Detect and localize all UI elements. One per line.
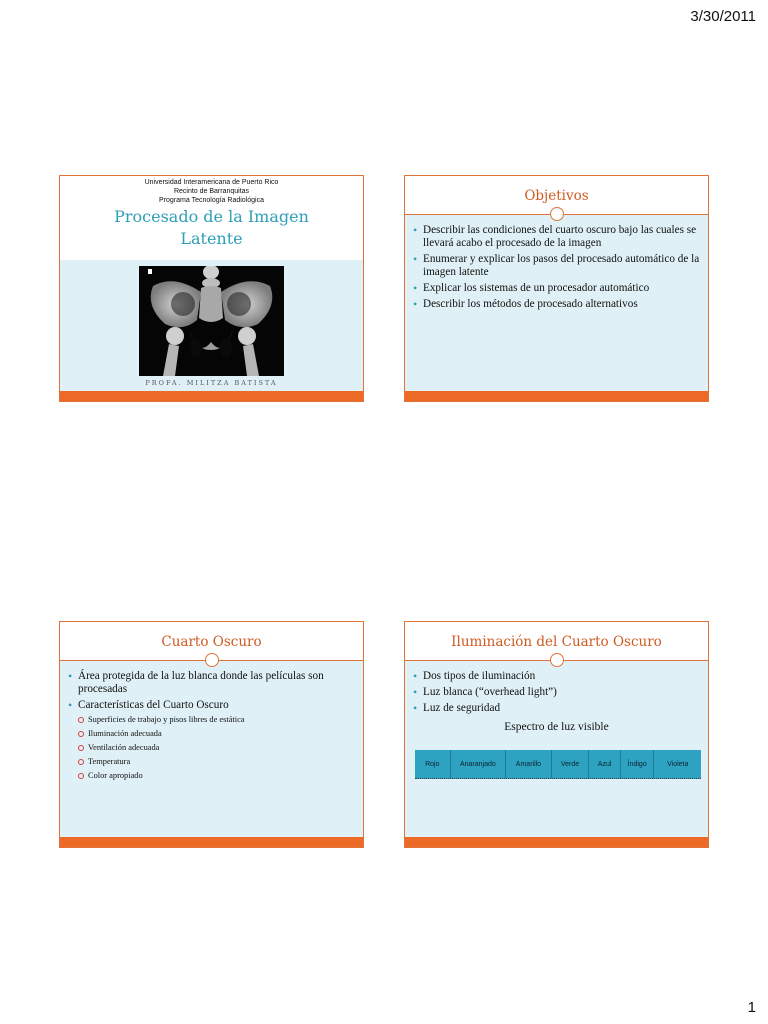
- sub-bullet-item: Ventilación adecuada: [78, 742, 357, 754]
- slide-title-text: Objetivos: [524, 188, 589, 204]
- spectrum-cell: Verde: [552, 750, 590, 778]
- page-number: 1: [747, 999, 756, 1016]
- slide-bottom-bar: [60, 391, 363, 401]
- bullet-item: • Describir los métodos de procesado alternativos: [413, 298, 702, 311]
- bullet-item: • Luz de seguridad: [413, 702, 702, 715]
- slide-cuarto-oscuro: [59, 621, 364, 848]
- slide-objetivos: [404, 175, 709, 402]
- bullet-list: [413, 670, 702, 718]
- slide-iluminacion: [404, 621, 709, 848]
- sub-bullet-item: Superficies de trabajo y pisos libres de estática: [78, 714, 357, 726]
- bullet-item: • Luz blanca (“overhead light”): [413, 686, 702, 699]
- divider-ring-icon: [550, 653, 564, 667]
- slide-bottom-bar: [60, 837, 363, 847]
- spectrum-cell: Amarillo: [506, 750, 552, 778]
- spectrum-cell: Violeta: [667, 760, 689, 768]
- spectrum-cell: Rojo: [415, 750, 451, 778]
- bullet-text: Características del Cuarto Oscuro: [78, 699, 229, 711]
- slide-title-text: Iluminación del Cuarto Oscuro: [451, 634, 662, 650]
- bullet-item: • Dos tipos de iluminación: [413, 670, 702, 683]
- title-line: Latente: [180, 229, 243, 248]
- bullet-item: • Enumerar y explicar los pasos del procesado automático de la imagen latente: [413, 253, 702, 279]
- institution-line: Recinto de Barranquitas: [173, 188, 250, 195]
- sub-bullet-item: Iluminación adecuada: [78, 728, 357, 740]
- sub-bullet-item: Temperatura: [78, 756, 357, 768]
- spectrum-cell: Azul: [589, 750, 621, 778]
- slide-bottom-bar: [405, 391, 708, 401]
- bullet-item: • Área protegida de la luz blanca donde las películas son procesadas: [68, 670, 357, 696]
- spectrum-cell: Anaranjado: [451, 750, 507, 778]
- sub-bullet-list: [78, 714, 357, 782]
- slide-bottom-bar: [405, 837, 708, 847]
- presentation-title: [60, 206, 363, 250]
- pelvis-xray-image: [139, 266, 284, 376]
- bullet-list: [68, 670, 357, 785]
- title-line: Procesado de la Imagen: [114, 207, 309, 226]
- institution-line: Programa Tecnología Radiológica: [159, 197, 264, 204]
- bullet-item: [68, 699, 357, 782]
- light-spectrum-bar: [415, 750, 701, 779]
- slide-title-text: Cuarto Oscuro: [161, 634, 262, 650]
- divider-ring-icon: [550, 207, 564, 221]
- slide-title: [59, 175, 364, 402]
- spectrum-cell: Índigo: [621, 750, 655, 778]
- sub-bullet-item: Color apropiado: [78, 770, 357, 782]
- bullet-item: • Describir las condiciones del cuarto oscuro bajo las cuales se llevará acabo el procesado de la imagen: [413, 224, 702, 250]
- author-name: PROFA. MILITZA BATISTA: [145, 379, 278, 387]
- spectrum-title: Espectro de luz visible: [504, 721, 609, 733]
- bullet-list: [413, 224, 702, 314]
- page-date: 3/30/2011: [690, 8, 756, 25]
- divider-ring-icon: [205, 653, 219, 667]
- institution-line: Universidad Interamericana de Puerto Rico: [144, 179, 279, 186]
- institution-header: [60, 178, 363, 205]
- bullet-item: • Explicar los sistemas de un procesador automático: [413, 282, 702, 295]
